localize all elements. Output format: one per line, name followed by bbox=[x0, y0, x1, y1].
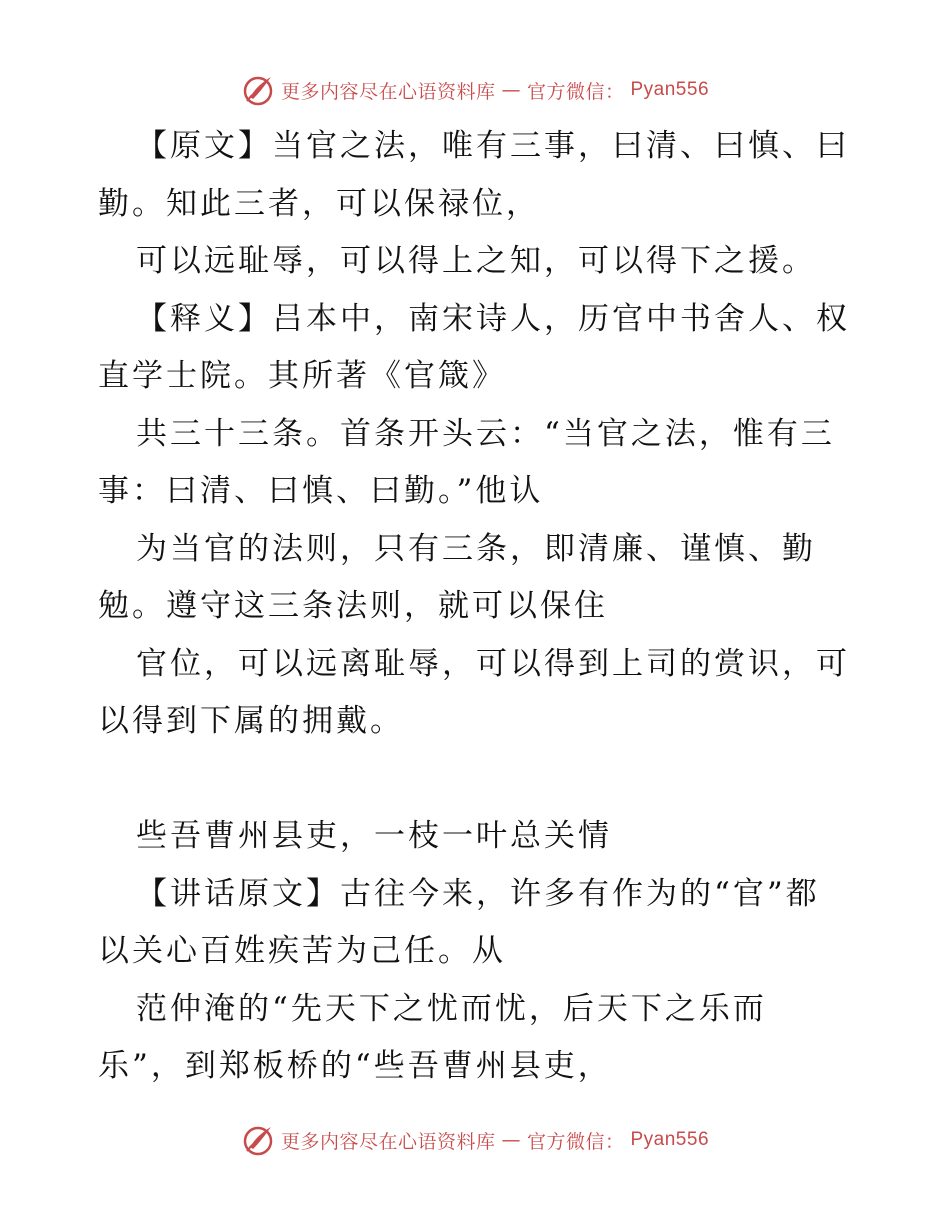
text-line: 事：曰清、曰慎、曰勤。”他认 bbox=[98, 473, 544, 509]
footer-banner bbox=[0, 1120, 950, 1160]
banner-wechat-id: Pyan556 bbox=[630, 79, 710, 100]
banner-separator: — bbox=[501, 1129, 521, 1151]
text-line: 以得到下属的拥戴。 bbox=[98, 703, 404, 739]
text-line: 共三十三条。首条开头云：“当官之法，惟有三 bbox=[136, 415, 835, 452]
banner-wechat-label: 官方微信： bbox=[526, 1130, 625, 1153]
banner-wechat-label: 官方微信： bbox=[526, 80, 625, 103]
quill-seal-icon bbox=[241, 73, 275, 107]
text-line: 【释义】吕本中，南宋诗人，历官中书舍人、权 bbox=[136, 300, 850, 337]
header-banner bbox=[0, 70, 950, 110]
banner-title: 更多内容尽在心语资料库 bbox=[280, 80, 496, 103]
banner-wechat-id: Pyan556 bbox=[630, 1129, 710, 1150]
text-line: 以关心百姓疾苦为己任。从 bbox=[98, 933, 506, 969]
text-line: 范仲淹的“先天下之忧而忧，后天下之乐而 bbox=[136, 990, 767, 1027]
text-line: 官位，可以远离耻辱，可以得到上司的赏识，可 bbox=[136, 645, 850, 682]
text-line: 乐”，到郑板桥的“些吾曹州县吏， bbox=[98, 1048, 612, 1084]
text-line: 【原文】当官之法，唯有三事，曰清、曰慎、曰 bbox=[136, 128, 850, 164]
text-line: 直学士院。其所著《官箴》 bbox=[98, 358, 506, 394]
text-line: 可以远耻辱，可以得上之知，可以得下之援。 bbox=[136, 243, 816, 279]
quill-seal-icon bbox=[241, 1123, 275, 1157]
paragraph-gap bbox=[98, 751, 858, 809]
text-line: 【讲话原文】古往今来，许多有作为的“官”都 bbox=[136, 875, 820, 912]
text-line: 勤。知此三者，可以保禄位， bbox=[98, 185, 540, 222]
banner-separator: — bbox=[501, 79, 521, 101]
banner-title: 更多内容尽在心语资料库 bbox=[280, 1130, 496, 1153]
document-body bbox=[98, 118, 858, 1096]
text-line: 勉。遵守这三条法则，就可以保住 bbox=[98, 588, 608, 624]
section-heading: 些吾曹州县吏，一枝一叶总关情 bbox=[136, 818, 612, 854]
text-line: 为当官的法则，只有三条，即清廉、谨慎、勤 bbox=[136, 530, 816, 567]
